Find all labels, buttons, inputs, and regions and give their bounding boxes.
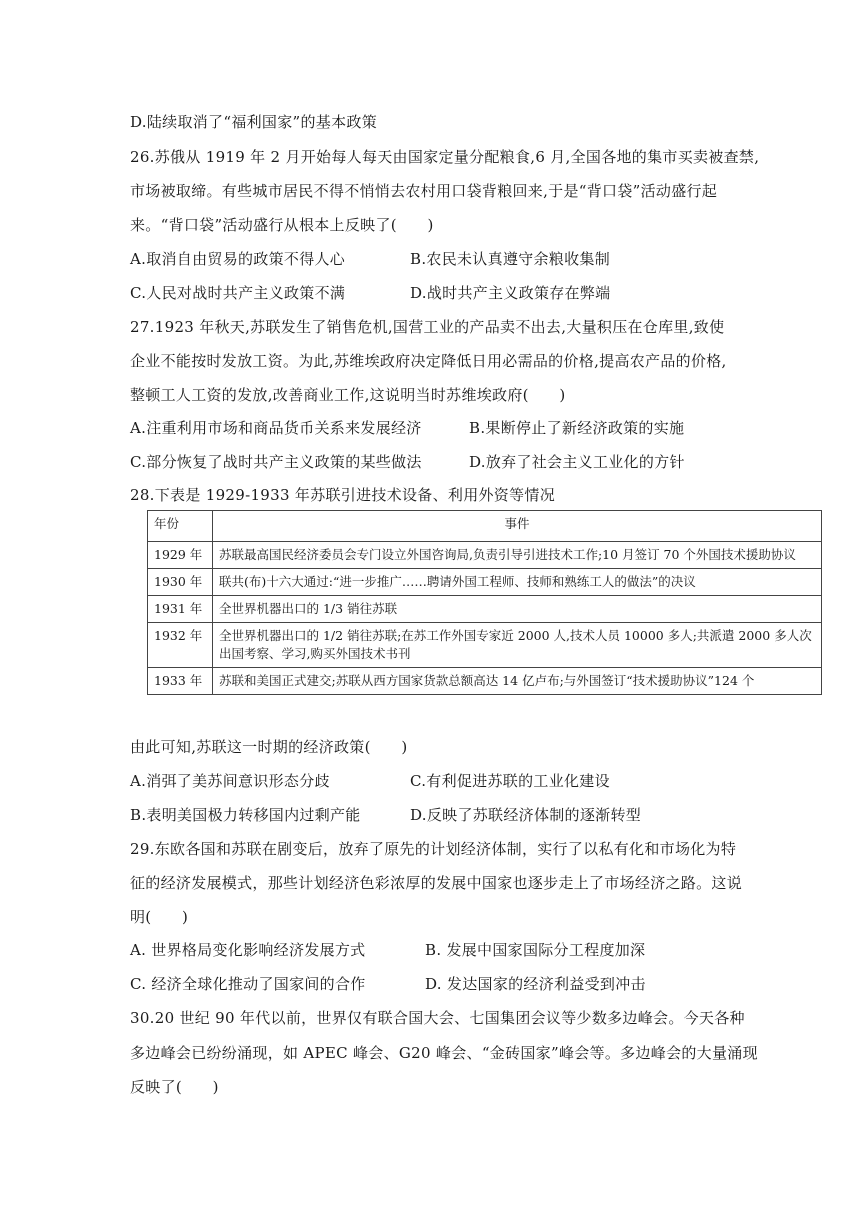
q26-option-c: C.人民对战时共产主义政策不满 xyxy=(130,284,346,302)
table-cell-event: 联共(布)十六大通过:“进一步推广……聘请外国工程师、技师和熟练工人的做法”的决议 xyxy=(213,569,822,596)
table-cell-event: 全世界机器出口的 1/2 销往苏联;在苏工作外国专家近 2000 人,技术人员 10000 多人;共派遣 2000 多人次出国考察、学习,购买外国技术书刊 xyxy=(213,623,822,668)
q27-option-d: D.放弃了社会主义工业化的方针 xyxy=(469,453,685,471)
table-cell-event: 全世界机器出口的 1/3 销往苏联 xyxy=(213,596,822,623)
table-row xyxy=(148,596,822,623)
table-cell-year: 1931 年 xyxy=(148,596,213,623)
q26-option-a: A.取消自由贸易的政策不得人心 xyxy=(130,250,346,268)
table-header-event: 事件 xyxy=(213,511,822,542)
question-26-line-2: 市场被取缔。有些城市居民不得不悄悄去农村用口袋背粮回来,于是“背口袋”活动盛行起 xyxy=(130,182,718,200)
question-26-line-3: 来。“背口袋”活动盛行从根本上反映了( ) xyxy=(130,216,434,234)
question-29-line-3: 明( ) xyxy=(130,908,189,926)
table-row xyxy=(148,542,822,569)
q26-option-b: B.农民未认真遵守余粮收集制 xyxy=(410,250,610,268)
q28-option-d: D.反映了苏联经济体制的逐渐转型 xyxy=(410,806,642,824)
soviet-technology-table xyxy=(147,510,822,695)
q26-option-d: D.战时共产主义政策存在弊端 xyxy=(410,284,611,302)
question-28-line-2: 由此可知,苏联这一时期的经济政策( ) xyxy=(130,738,408,756)
question-30-line-1: 30.20 世纪 90 年代以前，世界仅有联合国大会、七国集团会议等少数多边峰会。今天各种 xyxy=(130,1009,745,1027)
table-cell-event: 苏联和美国正式建交;苏联从西方国家货款总额高达 14 亿卢布;与外国签订“技术援助协议”124 个 xyxy=(213,668,822,695)
d25-option: D.陆续取消了“福利国家”的基本政策 xyxy=(130,113,377,131)
table-cell-year: 1929 年 xyxy=(148,542,213,569)
q28-option-b: B.表明美国极力转移国内过剩产能 xyxy=(130,806,361,824)
question-27-line-3: 整顿工人工资的发放,改善商业工作,这说明当时苏维埃政府( ) xyxy=(130,386,566,404)
q29-option-d: D. 发达国家的经济利益受到冲击 xyxy=(425,975,646,993)
q27-option-c: C.部分恢复了战时共产主义政策的某些做法 xyxy=(130,453,422,471)
q29-option-c: C. 经济全球化推动了国家间的合作 xyxy=(130,975,366,993)
table-cell-year: 1933 年 xyxy=(148,668,213,695)
table-row xyxy=(148,668,822,695)
question-26-line-1: 26.苏俄从 1919 年 2 月开始每人每天由国家定量分配粮食,6 月,全国各地的集市买卖被查禁, xyxy=(130,148,760,166)
q27-option-a: A.注重利用市场和商品货币关系来发展经济 xyxy=(130,419,422,437)
table-row xyxy=(148,623,822,668)
question-29-line-2: 征的经济发展模式，那些计划经济色彩浓厚的发展中国家也逐步走上了市场经济之路。这说 xyxy=(130,874,743,892)
question-29-line-1: 29.东欧各国和苏联在剧变后，放弃了原先的计划经济体制，实行了以私有化和市场化为特 xyxy=(130,840,737,858)
table-header-year: 年份 xyxy=(148,511,213,542)
q29-option-a: A. 世界格局变化影响经济发展方式 xyxy=(130,941,366,959)
table-cell-year: 1932 年 xyxy=(148,623,213,668)
table-cell-year: 1930 年 xyxy=(148,569,213,596)
q28-option-c: C.有利促进苏联的工业化建设 xyxy=(410,772,610,790)
q28-option-a: A.消弭了美苏间意识形态分歧 xyxy=(130,772,330,790)
q27-option-b: B.果断停止了新经济政策的实施 xyxy=(469,419,685,437)
question-28-line-1: 28.下表是 1929-1933 年苏联引进技术设备、利用外资等情况 xyxy=(130,486,556,504)
question-30-line-3: 反映了( ) xyxy=(130,1078,219,1096)
table-row xyxy=(148,569,822,596)
q29-option-b: B. 发展中国家国际分工程度加深 xyxy=(425,941,646,959)
question-27-line-1: 27.1923 年秋天,苏联发生了销售危机,国营工业的产品卖不出去,大量积压在仓库里,致使 xyxy=(130,318,725,336)
table-cell-event: 苏联最高国民经济委员会专门设立外国咨询局,负责引导引进技术工作;10 月签订 70 个外国技术援助协议 xyxy=(213,542,822,569)
question-30-line-2: 多边峰会已纷纷涌现，如 APEC 峰会、G20 峰会、“金砖国家”峰会等。多边峰会的大量涌现 xyxy=(130,1044,758,1062)
question-27-line-2: 企业不能按时发放工资。为此,苏维埃政府决定降低日用必需品的价格,提高农产品的价格, xyxy=(130,352,727,370)
